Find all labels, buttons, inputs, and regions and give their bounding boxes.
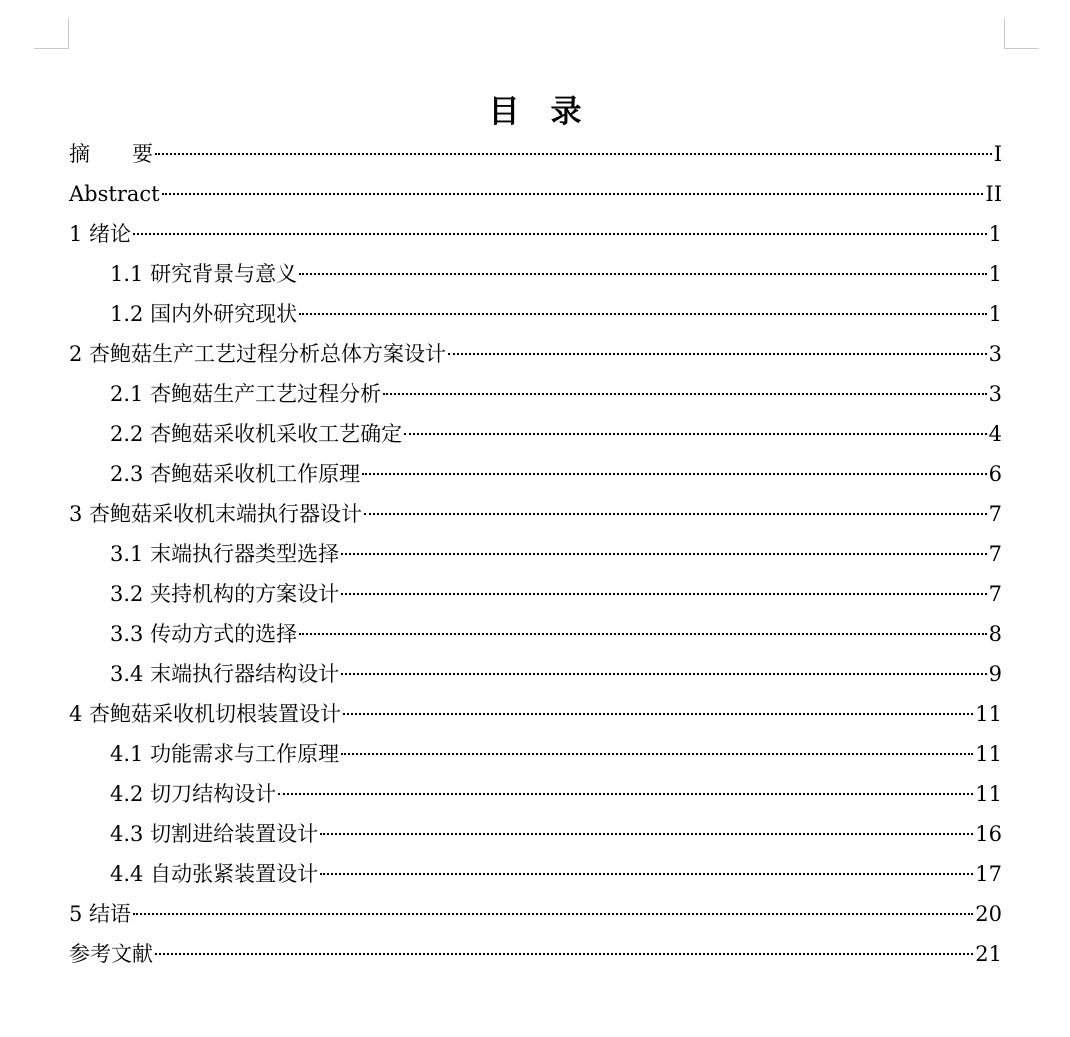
toc-dot-leader [162, 193, 984, 195]
toc-entry-text: 2 杏鲍菇生产工艺过程分析总体方案设计 [69, 342, 447, 366]
toc-dot-leader [320, 833, 973, 835]
toc-entry[interactable] [69, 934, 1002, 974]
toc-page-number: 11 [975, 782, 1002, 806]
toc-dot-leader [155, 953, 973, 955]
toc-entry[interactable] [69, 214, 1002, 254]
toc-dot-leader [362, 473, 987, 475]
toc-entry-text: 参考文献 [69, 942, 153, 966]
toc-entry-text: 1 绪论 [69, 222, 132, 246]
toc-entry[interactable] [69, 694, 1002, 734]
toc-entry[interactable] [69, 494, 1002, 534]
toc-page-number: 4 [988, 422, 1002, 446]
toc-page-number: 21 [975, 942, 1002, 966]
toc-entry-text: Abstract [69, 182, 160, 206]
toc-title: 目 录 [488, 94, 582, 130]
toc-entry[interactable] [69, 774, 1002, 814]
toc-entry[interactable] [69, 334, 1002, 374]
toc-entry-text: 2.3 杏鲍菇采收机工作原理 [110, 462, 361, 486]
toc-dot-leader [278, 793, 973, 795]
toc-page-number: 7 [988, 582, 1002, 606]
toc-dot-leader [341, 593, 987, 595]
toc-dot-leader [341, 673, 987, 675]
toc-dot-leader [133, 913, 973, 915]
toc-page-number: 9 [988, 662, 1002, 686]
toc-page-number: 16 [975, 822, 1002, 846]
table-of-contents [69, 134, 1002, 974]
toc-dot-leader [364, 513, 987, 515]
toc-dot-leader [299, 313, 987, 315]
toc-page-number: 7 [988, 542, 1002, 566]
toc-dot-leader [341, 753, 973, 755]
toc-entry[interactable] [69, 414, 1002, 454]
toc-entry-text: 5 结语 [69, 902, 132, 926]
toc-dot-leader [448, 353, 987, 355]
toc-page-number: II [985, 182, 1002, 206]
toc-page-number: 3 [988, 342, 1002, 366]
toc-page-number: 20 [975, 902, 1002, 926]
toc-entry[interactable] [69, 734, 1002, 774]
toc-dot-leader [299, 273, 987, 275]
toc-dot-leader [133, 233, 987, 235]
toc-entry-text: 4.3 切割进给装置设计 [110, 822, 319, 846]
toc-entry-text: 摘 要 [69, 142, 153, 166]
toc-page-number: I [993, 142, 1002, 166]
toc-entry-text: 3.2 夹持机构的方案设计 [110, 582, 340, 606]
page-corner-mark-top-left [34, 18, 69, 49]
toc-entry-text: 4.1 功能需求与工作原理 [110, 742, 340, 766]
toc-entry[interactable] [69, 574, 1002, 614]
toc-dot-leader [383, 393, 987, 395]
toc-entry-text: 3.4 末端执行器结构设计 [110, 662, 340, 686]
toc-dot-leader [320, 873, 973, 875]
toc-entry[interactable] [69, 894, 1002, 934]
toc-entry-text: 1.1 研究背景与意义 [110, 262, 298, 286]
toc-page-number: 17 [975, 862, 1002, 886]
toc-entry-text: 4.2 切刀结构设计 [110, 782, 277, 806]
toc-entry-text: 3 杏鲍菇采收机末端执行器设计 [69, 502, 363, 526]
toc-page-number: 3 [988, 382, 1002, 406]
toc-entry[interactable] [69, 534, 1002, 574]
toc-page-number: 6 [988, 462, 1002, 486]
toc-entry[interactable] [69, 854, 1002, 894]
toc-entry[interactable] [69, 254, 1002, 294]
toc-entry-text: 2.1 杏鲍菇生产工艺过程分析 [110, 382, 382, 406]
toc-entry-text: 1.2 国内外研究现状 [110, 302, 298, 326]
toc-entry[interactable] [69, 294, 1002, 334]
toc-dot-leader [155, 153, 992, 155]
toc-page-number: 7 [988, 502, 1002, 526]
toc-entry[interactable] [69, 454, 1002, 494]
toc-page-number: 8 [988, 622, 1002, 646]
toc-entry[interactable] [69, 654, 1002, 694]
toc-dot-leader [343, 713, 973, 715]
toc-page-number: 1 [988, 262, 1002, 286]
toc-entry-text: 3.3 传动方式的选择 [110, 622, 298, 646]
page-corner-mark-top-right [1004, 18, 1039, 49]
toc-dot-leader [404, 433, 987, 435]
toc-entry[interactable] [69, 174, 1002, 214]
toc-entry[interactable] [69, 134, 1002, 174]
toc-dot-leader [341, 553, 987, 555]
toc-entry[interactable] [69, 814, 1002, 854]
toc-entry[interactable] [69, 614, 1002, 654]
toc-dot-leader [299, 633, 987, 635]
toc-page-number: 11 [975, 702, 1002, 726]
toc-entry-text: 4 杏鲍菇采收机切根装置设计 [69, 702, 342, 726]
toc-page-number: 11 [975, 742, 1002, 766]
toc-entry[interactable] [69, 374, 1002, 414]
toc-entry-text: 3.1 末端执行器类型选择 [110, 542, 340, 566]
toc-page-number: 1 [988, 302, 1002, 326]
toc-entry-text: 2.2 杏鲍菇采收机采收工艺确定 [110, 422, 403, 446]
toc-entry-text: 4.4 自动张紧装置设计 [110, 862, 319, 886]
toc-page-number: 1 [988, 222, 1002, 246]
